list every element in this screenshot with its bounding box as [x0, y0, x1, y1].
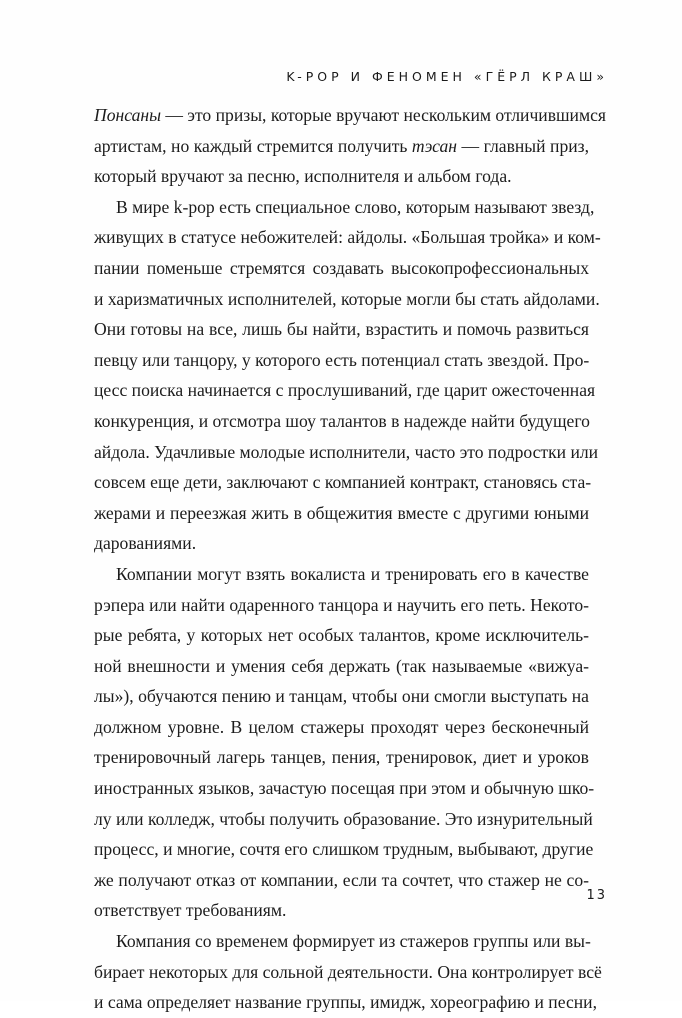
text-line: лы»), обучаются пению и танцам, чтобы они смогли выступать на: [94, 686, 589, 707]
text-line: В мире k-pop есть специальное слово, которым называют звезд,: [116, 196, 595, 217]
text-line: и сама определяет название группы, имидж, хореографию и песни,: [94, 992, 597, 1013]
running-header: K-POP И ФЕНОМЕН «ГЁРЛ КРАШ»: [286, 69, 608, 84]
text-line: же получают отказ от компании, если та сочтет, что стажер не со-: [94, 869, 589, 890]
text-line: совсем еще дети, заключают с компанией контракт, становясь ста-: [94, 472, 592, 493]
italic-term: Понсаны: [94, 105, 162, 125]
text-line: айдола. Удачливые молодые исполнители, часто это подростки или: [94, 441, 599, 462]
text-line: бирает некоторых для сольной деятельности. Она контролирует всё: [94, 961, 602, 982]
text-line: рэпера или найти одаренного танцора и научить его петь. Некото-: [94, 594, 589, 615]
text-line: певцу или танцору, у которого есть потенциал стать звездой. Про-: [94, 349, 590, 370]
text-line: Компании могут взять вокалиста и тренировать его в качестве: [116, 563, 589, 584]
text-line: рые ребята, у которых нет особых талантов, кроме исключитель-: [94, 625, 589, 646]
text-line: и харизматичных исполнителей, которые могли бы стать айдолами.: [94, 288, 600, 309]
text-line: тренировочный лагерь танцев, пения, тренировок, диет и уроков: [94, 747, 589, 768]
text-line: Они готовы на все, лишь бы найти, взрастить и помочь развиться: [94, 319, 589, 340]
text-line: иностранных языков, зачастую посещая при этом и обычную шко-: [94, 778, 595, 799]
text-line: дарованиями.: [94, 533, 197, 554]
text-line: пании поменьше стремятся создавать высокопрофессиональных: [94, 257, 589, 278]
paragraph-3: [94, 559, 595, 926]
text-line: ответствует требованиям.: [94, 900, 287, 921]
text-line: ной внешности и умения себя держать (так называемые «вижуа-: [94, 655, 589, 676]
text-line: лу или колледж, чтобы получить образование. Это изнурительный: [94, 808, 593, 829]
text-line: конкуренция, и отсмотра шоу талантов в надежде найти будущего: [94, 410, 590, 431]
text-line: Компания со временем формирует из стажеров группы или вы-: [116, 931, 591, 952]
text-line: живущих в статусе небожителей: айдолы. «Большая тройка» и ком-: [94, 227, 601, 248]
paragraph-1: [94, 100, 607, 192]
page-number: 13: [586, 888, 607, 903]
text-line: Понсаны — это призы, которые вручают нескольким отличившимся: [94, 105, 607, 125]
text-line: жерами и переезжая жить в общежития вместе с другими юными: [94, 502, 589, 523]
text-line: должном уровне. В целом стажеры проходят через бесконечный: [94, 716, 589, 737]
paragraph-4: [94, 926, 602, 1018]
text-line: который вручают за песню, исполнителя и альбом года.: [94, 166, 512, 187]
paragraph-2: [94, 192, 601, 559]
text-line: цесс поиска начинается с прослушиваний, где царит ожесточенная: [94, 380, 596, 401]
text-line: артистам, но каждый стремится получить тэсан — главный приз,: [94, 135, 590, 156]
text-line: процесс, и многие, сочтя его слишком трудным, выбывают, другие: [94, 839, 594, 860]
italic-term: тэсан: [411, 135, 458, 156]
